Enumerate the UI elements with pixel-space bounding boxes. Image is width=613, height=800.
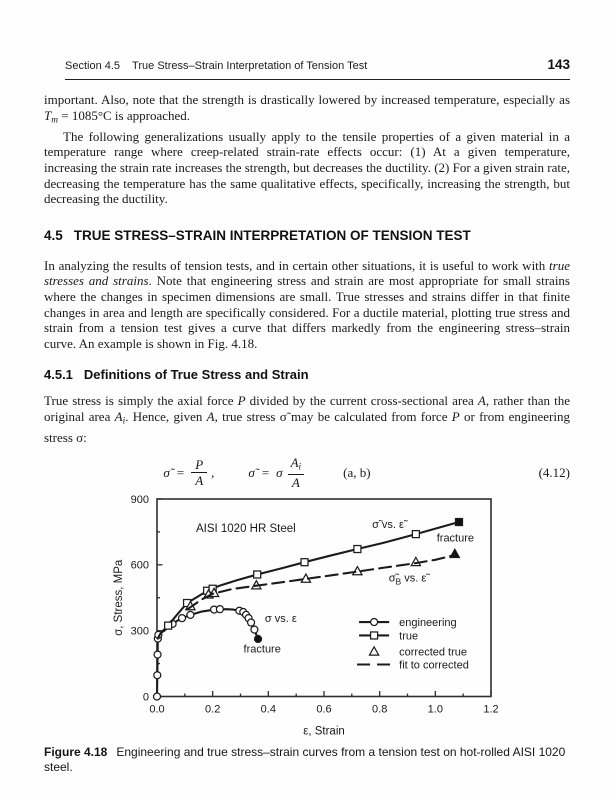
sigma-symbol: σ xyxy=(276,464,283,480)
paragraph-2: The following generalizations usually apply to the tensile properties of a given material in a temperature range where creep-related strain-rate effects occur: (1) At a given temperature, increasing the strain rate increases the strength, but decreases the ductility. (2) For a given strain rate, decreasing the temperature has the same qualitative effects, specifically, increasing the strength, but decreasing the ductility. xyxy=(44,128,570,207)
x-tick-label: 1.0 xyxy=(427,703,443,716)
equals-sign: = xyxy=(176,464,185,480)
running-head-section: Section 4.5 xyxy=(65,60,121,72)
y-tick-label: 900 xyxy=(130,493,149,506)
section-title: TRUE STRESS–STRAIN INTERPRETATION OF TENSION TEST xyxy=(73,227,471,243)
figure-caption-label: Figure 4.18 xyxy=(44,744,108,759)
figure-caption xyxy=(44,745,570,775)
x-tick-label: 0.4 xyxy=(260,703,276,716)
page-header xyxy=(44,57,570,80)
comma: , xyxy=(211,464,215,480)
equation-number: (4.12) xyxy=(538,464,570,480)
y-axis-label: σ, Stress, MPa xyxy=(113,559,125,636)
running-head-title: True Stress–Strain Interpretation of Tension Test xyxy=(132,60,368,72)
x-tick-label: 0.8 xyxy=(372,703,388,716)
x-tick-label: 0.0 xyxy=(149,703,165,716)
paragraph-4: True stress is simply the axial force P divided by the current cross-sectional area A, rather than the original area $A_i$. Hence, given A, true stress σ̃ may be calculated from force P or from engineering stress σ: xyxy=(44,393,571,446)
paragraph-1: important. Also, note that the strength is drastically lowered by increased temperature, especially as $T_m = 1085^\circ C$ is approached. xyxy=(44,92,570,126)
x-tick-label: 1.2 xyxy=(483,703,499,716)
legend-label: true xyxy=(399,629,419,642)
chart-title: AISI 1020 HR Steel xyxy=(195,522,296,535)
stress-strain-chart xyxy=(44,493,571,740)
paragraph-3: In analyzing the results of tension tests, and in certain other situations, it is useful to work with true stresses and strains. Note that engineering stress and strain are most appropriate for small strains where the changes in specimen dimensions are small. True stresses and strains differ in that finite changes in area and length are specifically considered. For a ductile material, plotting true stress and strain from a tension test gives a curve that differs markedly from the engineering stress–strain curve. An example is shown in Fig. 4.18. xyxy=(44,257,570,351)
subsection-title: Definitions of True Stress and Strain xyxy=(83,367,309,383)
x-tick-label: 0.6 xyxy=(316,703,332,716)
equation-body xyxy=(44,456,490,490)
chart-annotation: σ̃ vs. ε̃ xyxy=(372,518,404,531)
equals-sign-2: = xyxy=(261,464,270,480)
x-tick-label: 0.2 xyxy=(205,703,221,716)
figure-4-18 xyxy=(44,493,570,775)
chart-annotation: $\sigmã_B$ vs. ε̃ xyxy=(388,572,427,587)
equation-part-tag: (a, b) xyxy=(343,464,371,480)
chart-legend xyxy=(357,617,469,671)
section-heading-4-5 xyxy=(44,228,570,243)
sigma-tilde-symbol: σ̃ xyxy=(163,464,170,480)
figure-caption-text: Engineering and true stress–strain curves from a tension test on hot-rolled AISI 1020 steel. xyxy=(44,744,566,774)
chart-annotation: σ vs. ε xyxy=(264,612,297,625)
equation-4-12 xyxy=(44,456,570,490)
subsection-heading-4-5-1 xyxy=(44,367,570,382)
y-tick-label: 600 xyxy=(130,559,149,572)
y-tick-label: 300 xyxy=(130,625,149,638)
chart-annotations xyxy=(244,519,474,655)
x-axis-label: ε, Strain xyxy=(303,725,345,738)
subsection-number: 4.5.1 xyxy=(44,367,73,383)
legend-label: corrected true xyxy=(399,645,468,658)
chart-annotation: fracture xyxy=(436,532,475,545)
page-number: 143 xyxy=(547,57,570,72)
fraction-ai-over-a: $\frac{A_i}{A}$ xyxy=(287,456,306,490)
chart-annotation: fracture xyxy=(243,643,281,656)
y-tick-label: 0 xyxy=(142,691,149,704)
legend-label: engineering xyxy=(399,616,457,629)
running-head xyxy=(65,57,570,80)
chart-svg xyxy=(44,493,571,740)
section-number: 4.5 xyxy=(44,227,63,243)
sigma-tilde-symbol-2: σ̃ xyxy=(248,464,255,480)
fraction-p-over-a: $\frac{P}{A}$ xyxy=(191,458,207,488)
legend-label: fit to corrected xyxy=(399,659,469,672)
